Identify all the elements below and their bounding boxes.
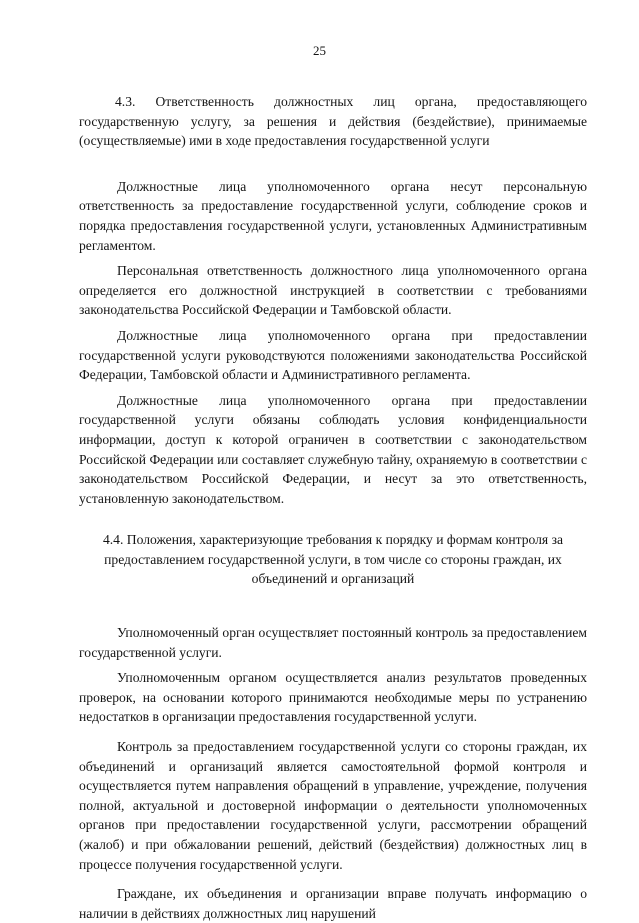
section-4-4-paragraph-2: Уполномоченным органом осуществляется анализ результатов проведенных проверок, на основании которого принимаются необходимые меры по устранению недостатков в организации предоставления государственной услуги. (79, 670, 587, 725)
document-body (79, 92, 587, 923)
section-4-4-paragraph-3: Контроль за предоставлением государственной услуги со стороны граждан, их объединений и организаций является самостоятельной формой контроля и осуществляется путем направления обращений в управление, учреждение, получения полной, актуальной и достоверной информации о деятельности уполномоченных органов при предоставлении государственной услуги, рассмотрении обращений (жалоб) и при обжаловании решений, действий (бездействия) должностных лиц в процессе получения государственной услуги. (79, 739, 587, 872)
section-4-3-paragraph-4: Должностные лица уполномоченного органа при предоставлении государственной услуги обязаны соблюдать условия конфиденциальности информации, доступ к которой ограничен в соответствии с законодательством Российской Федерации или составляет служебную тайну, охраняемую в соответствии с законодательством Российской Федерации, и несут за это ответственность, установленную законодательством. (79, 392, 587, 506)
section-4-4-paragraph-1: Уполномоченный орган осуществляет постоянный контроль за предоставлением государственной услуги. (79, 625, 587, 660)
section-4-3-paragraph-3: Должностные лица уполномоченного органа при предоставлении государственной услуги руководствуются положениями законодательства Российской Федерации, Тамбовской области и Административного регламента. (79, 327, 587, 383)
section-4-3-paragraph-1: Должностные лица уполномоченного органа несут персональную ответственность за предоставление государственной услуги, соблюдение сроков и порядка предоставления государственной услуги, установленных Административным регламентом. (79, 178, 587, 253)
section-4-4-paragraph-4: Граждане, их объединения и организации вправе получать информацию о наличии в действиях должностных лиц нарушений (79, 886, 587, 921)
section-4-3-heading: 4.3. Ответственность должностных лиц органа, предоставляющего государственную услугу, за решения и действия (бездействие), принимаемые (осуществляемые) ими в ходе предоставления государственной услуги (79, 94, 587, 149)
section-4-4-heading: 4.4. Положения, характеризующие требования к порядку и формам контроля за предоставлением государственной услуги, в том числе со стороны граждан, их объединений и организаций (102, 532, 563, 587)
section-4-3-paragraph-2: Персональная ответственность должностного лица уполномоченного органа определяется его должностной инструкцией в соответствии с требованиями законодательства Российской Федерации и Тамбовской области. (79, 263, 587, 318)
page-number: 25 (313, 43, 326, 58)
